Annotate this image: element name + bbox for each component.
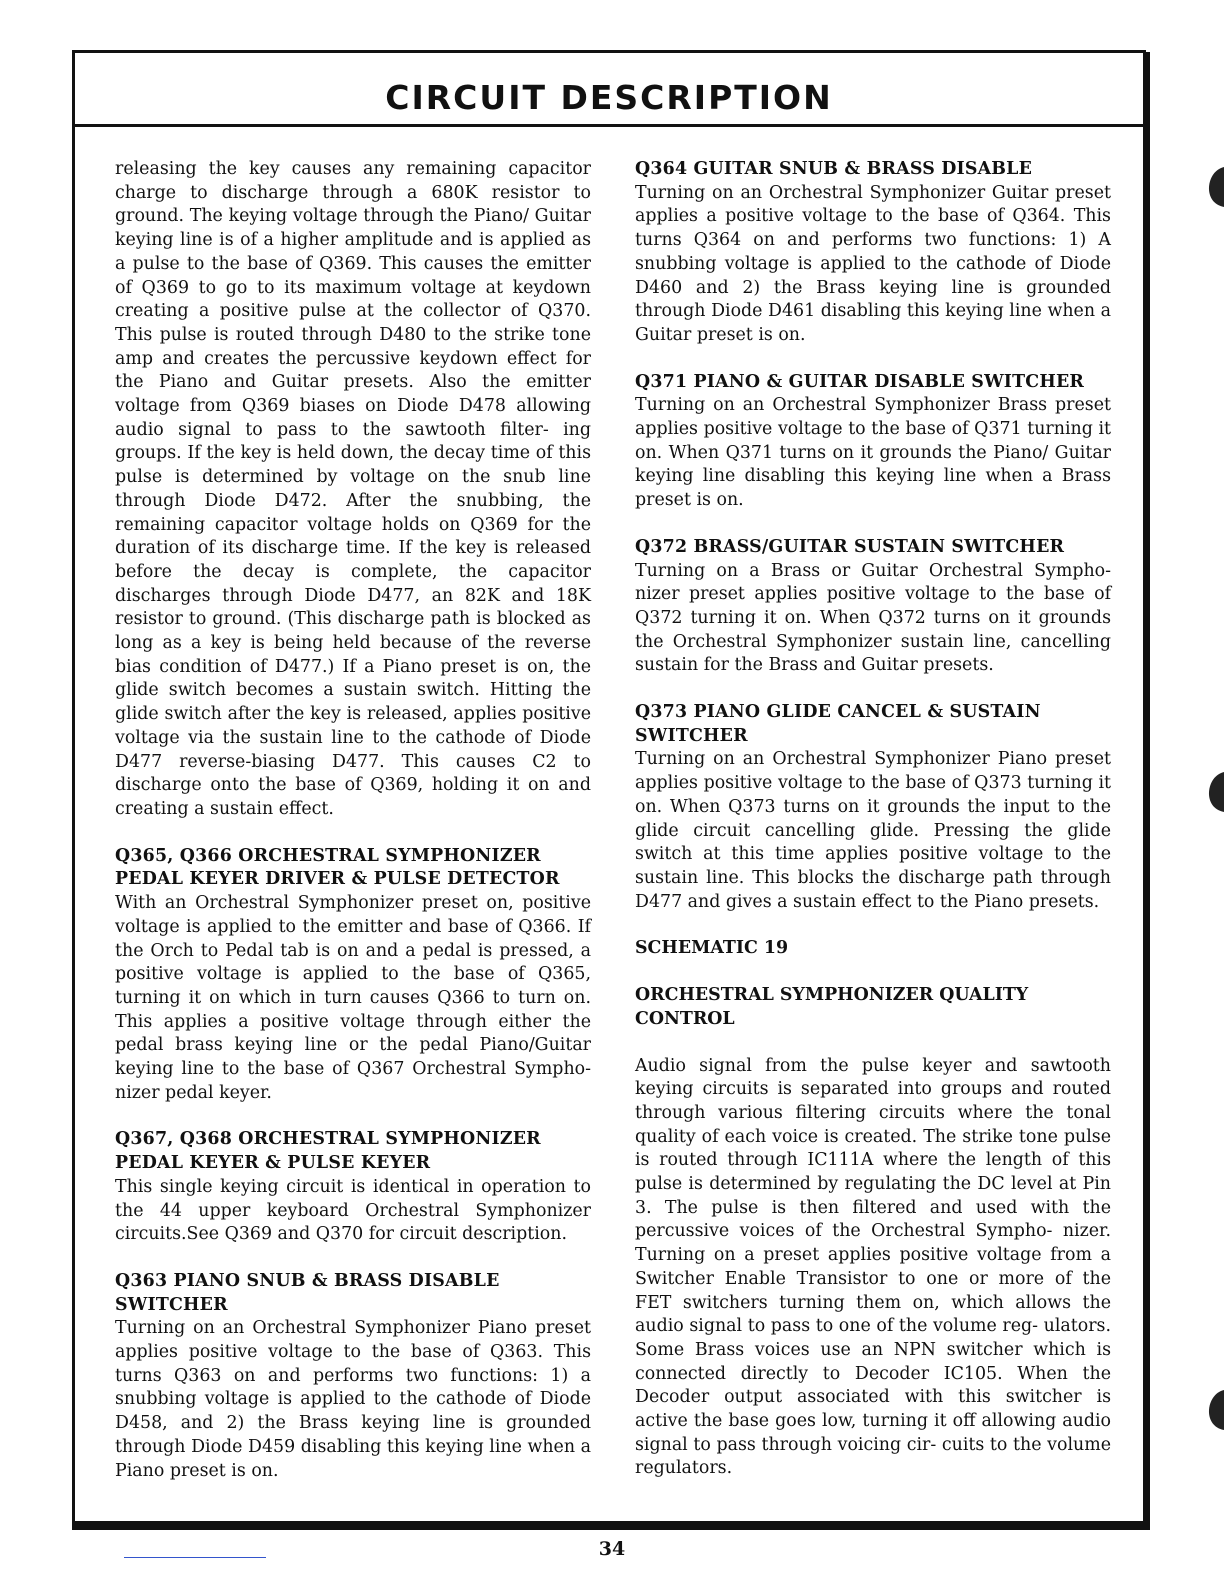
punch-hole-icon xyxy=(1198,1388,1224,1432)
paragraph: Turning on a Brass or Guitar Orchestral Sympho- nizer preset applies positive voltage to the base of Q372 turning it on. When Q372 turns on it grounds the Orchestral Symphonizer sustain line, cancelling sustain for the Brass and Guitar presets. xyxy=(635,560,1111,676)
paragraph: With an Orchestral Symphonizer preset on, positive voltage is applied to the emitter and base of Q366. If the Orch to Pedal tab is on and a pedal is pressed, a positive voltage is applied to the base of Q365, turning it on which in turn causes Q366 to turn on. This applies a positive voltage through either the pedal brass keying line or the pedal Piano/Guitar keying line to the base of Q367 Orchestral Sympho- nizer pedal keyer. xyxy=(115,893,591,1103)
paragraph: releasing the key causes any remaining capacitor charge to discharge through a 680K resistor to ground. The keying voltage through the Piano/ Guitar keying line is of a higher amplitude and is applied as a pulse to the base of Q369. This causes the emitter of Q369 to go to its maximum voltage at keydown creating a positive pulse at the collector of Q370. This pulse is routed through D480 to the strike tone amp and creates the percussive keydown effect for the Piano and Guitar presets. Also the emitter voltage from Q369 biases on Diode D478 allowing audio signal to pass to the sawtooth filter- ing groups. If the key is held down, the decay time of this pulse is determined by voltage on the snub line through Diode D472. After the snubbing, the remaining capacitor voltage holds on Q369 for the duration of its discharge time. If the key is released before the decay is complete, the capacitor discharges through Diode D477, an 82K and 18K resistor to ground. (This discharge path is blocked as long as a key is being held because of the reverse bias condition of D477.) If a Piano preset is on, the glide switch becomes a sustain switch. Hitting the glide switch after the key is released, applies positive voltage via the sustain line to the cathode of Diode D477 reverse-biasing D477. This causes C2 to discharge onto the base of Q369, holding it on and creating a sustain effect. xyxy=(115,159,591,819)
section-heading: Q372 BRASS/GUITAR SUSTAIN SWITCHER xyxy=(635,536,1065,557)
left-column xyxy=(115,158,591,1483)
section-heading: Q371 PIANO & GUITAR DISABLE SWITCHER xyxy=(635,371,1085,392)
section-heading: PEDAL KEYER DRIVER & PULSE DETECTOR xyxy=(115,869,560,890)
section-title: ORCHESTRAL SYMPHONIZER QUALITY xyxy=(635,985,1029,1006)
page-title: CIRCUIT DESCRIPTION xyxy=(385,78,833,117)
section-heading: Q364 GUITAR SNUB & BRASS DISABLE xyxy=(635,159,1033,179)
section-heading: Q373 PIANO GLIDE CANCEL & SUSTAIN xyxy=(635,702,1041,723)
schematic-label: SCHEMATIC 19 xyxy=(635,938,789,959)
section-heading: PEDAL KEYER & PULSE KEYER xyxy=(115,1153,431,1174)
paragraph: Turning on an Orchestral Symphonizer Guitar preset applies a positive voltage to the base of Q364. This turns Q364 on and performs two functions: 1) A snubbing voltage is applied to the cathode of Diode D460 and 2) the Brass keying line is grounded through Diode D461 disabling this keying line when a Guitar preset is on. xyxy=(635,182,1111,345)
section-title: CONTROL xyxy=(635,1008,735,1029)
section-heading: Q363 PIANO SNUB & BRASS DISABLE xyxy=(115,1270,500,1291)
paragraph: Audio signal from the pulse keyer and sawtooth keying circuits is separated into groups and routed through various filtering circuits where the tonal quality of each voice is created. The strike tone pulse is routed through IC111A where the length of this pulse is determined by regulating the DC level at Pin 3. The pulse is then filtered and used with the percussive voices of the Orchestral Sympho- nizer. Turning on a preset applies positive voltage from a Switcher Enable Transistor to one or more of the FET switchers turning them on, which allows the audio signal to pass to one of the volume reg- ulators. Some Brass voices use an NPN switcher which is connected directly to Decoder IC105. When the Decoder output associated with this switcher is active the base goes low, turning it off allowing audio signal to pass through voicing cir- cuits to the volume regulators. xyxy=(635,1055,1111,1479)
section-heading: Q367, Q368 ORCHESTRAL SYMPHONIZER xyxy=(115,1129,541,1150)
frame-shadow-right xyxy=(1146,52,1150,1528)
paragraph: Turning on an Orchestral Symphonizer Piano preset applies positive voltage to the base of Q373 turning it on. When Q373 turns on it grounds the input to the glide circuit cancelling glide. Pressing the glide switch at this time applies positive voltage to the sustain line. This blocks the discharge path through D477 and gives a sustain effect to the Piano presets. xyxy=(635,749,1111,912)
paragraph: This single keying circuit is identical in operation to the 44 upper keyboard Orchestral Symphonizer circuits.See Q369 and Q370 for circuit description. xyxy=(115,1176,591,1245)
frame-shadow-bottom xyxy=(72,1522,1150,1530)
page-number: 34 xyxy=(598,1538,626,1560)
section-heading: SWITCHER xyxy=(115,1294,228,1315)
section-heading: Q365, Q366 ORCHESTRAL SYMPHONIZER xyxy=(115,845,541,866)
punch-hole-icon xyxy=(1198,165,1224,209)
right-column xyxy=(635,158,1111,1481)
footer-link-underline xyxy=(124,1557,266,1558)
paragraph: Turning on an Orchestral Symphonizer Brass preset applies positive voltage to the base of Q371 turning it on. When Q371 turns on it grounds the Piano/ Guitar keying line disabling this keying line when a Brass preset is on. xyxy=(635,395,1111,511)
section-heading: SWITCHER xyxy=(635,725,748,746)
paragraph: Turning on an Orchestral Symphonizer Piano preset applies positive voltage to the base of Q363. This turns Q363 on and performs two functions: 1) a snubbing voltage is applied to the cathode of Diode D458, and 2) the Brass keying line is grounded through Diode D459 disabling this keying line when a Piano preset is on. xyxy=(115,1318,591,1481)
header-box xyxy=(75,53,1143,127)
punch-hole-icon xyxy=(1198,770,1224,814)
